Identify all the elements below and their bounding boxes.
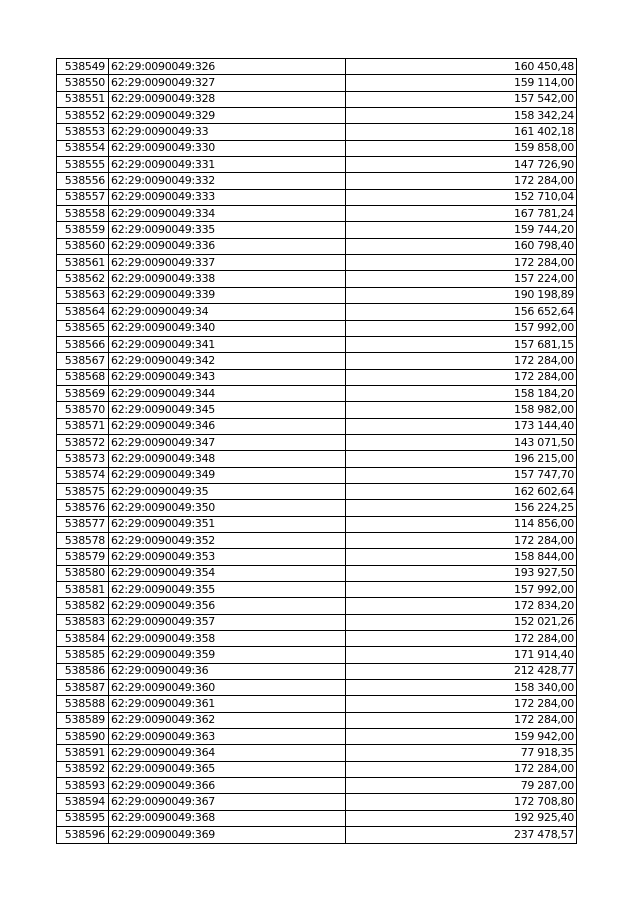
row-id-cell: 538573 xyxy=(57,451,109,467)
row-id-cell: 538564 xyxy=(57,304,109,320)
row-id-cell: 538592 xyxy=(57,761,109,777)
value-cell: 159 744,20 xyxy=(346,222,577,238)
table-row xyxy=(57,189,577,205)
row-id-cell: 538577 xyxy=(57,516,109,532)
row-id-cell: 538556 xyxy=(57,173,109,189)
value-cell: 172 708,80 xyxy=(346,794,577,810)
cadastral-number-cell: 62:29:0090049:359 xyxy=(109,647,346,663)
row-id-cell: 538596 xyxy=(57,827,109,843)
table-row xyxy=(57,729,577,745)
value-cell: 172 284,00 xyxy=(346,761,577,777)
value-cell: 158 340,00 xyxy=(346,680,577,696)
cadastral-number-cell: 62:29:0090049:336 xyxy=(109,238,346,254)
cadastral-number-cell: 62:29:0090049:366 xyxy=(109,778,346,794)
value-cell: 157 992,00 xyxy=(346,320,577,336)
row-id-cell: 538567 xyxy=(57,353,109,369)
table-row xyxy=(57,647,577,663)
cadastral-number-cell: 62:29:0090049:345 xyxy=(109,402,346,418)
row-id-cell: 538569 xyxy=(57,385,109,401)
table-row xyxy=(57,304,577,320)
value-cell: 77 918,35 xyxy=(346,745,577,761)
value-cell: 157 681,15 xyxy=(346,336,577,352)
cadastral-number-cell: 62:29:0090049:347 xyxy=(109,434,346,450)
table-row xyxy=(57,59,577,75)
value-cell: 172 834,20 xyxy=(346,598,577,614)
table-row xyxy=(57,402,577,418)
cadastral-number-cell: 62:29:0090049:330 xyxy=(109,140,346,156)
cadastral-number-cell: 62:29:0090049:335 xyxy=(109,222,346,238)
table-row xyxy=(57,140,577,156)
row-id-cell: 538582 xyxy=(57,598,109,614)
row-id-cell: 538588 xyxy=(57,696,109,712)
table-row xyxy=(57,173,577,189)
row-id-cell: 538576 xyxy=(57,500,109,516)
cadastral-number-cell: 62:29:0090049:355 xyxy=(109,582,346,598)
cadastral-number-cell: 62:29:0090049:329 xyxy=(109,108,346,124)
table-row xyxy=(57,271,577,287)
row-id-cell: 538593 xyxy=(57,778,109,794)
cadastral-number-cell: 62:29:0090049:36 xyxy=(109,663,346,679)
value-cell: 158 844,00 xyxy=(346,549,577,565)
value-cell: 156 652,64 xyxy=(346,304,577,320)
cadastral-number-cell: 62:29:0090049:351 xyxy=(109,516,346,532)
table-row xyxy=(57,467,577,483)
value-cell: 172 284,00 xyxy=(346,696,577,712)
table-row xyxy=(57,794,577,810)
table-row xyxy=(57,761,577,777)
value-cell: 161 402,18 xyxy=(346,124,577,140)
row-id-cell: 538591 xyxy=(57,745,109,761)
value-cell: 158 982,00 xyxy=(346,402,577,418)
row-id-cell: 538550 xyxy=(57,75,109,91)
value-cell: 79 287,00 xyxy=(346,778,577,794)
table-row xyxy=(57,827,577,843)
cadastral-number-cell: 62:29:0090049:369 xyxy=(109,827,346,843)
table-row xyxy=(57,532,577,548)
table-row xyxy=(57,451,577,467)
table-row xyxy=(57,255,577,271)
table-row xyxy=(57,483,577,499)
value-cell: 156 224,25 xyxy=(346,500,577,516)
row-id-cell: 538594 xyxy=(57,794,109,810)
table-row xyxy=(57,238,577,254)
value-cell: 157 542,00 xyxy=(346,91,577,107)
cadastral-number-cell: 62:29:0090049:332 xyxy=(109,173,346,189)
table-row xyxy=(57,418,577,434)
table-row xyxy=(57,500,577,516)
table-row xyxy=(57,206,577,222)
value-cell: 158 184,20 xyxy=(346,385,577,401)
row-id-cell: 538553 xyxy=(57,124,109,140)
row-id-cell: 538580 xyxy=(57,565,109,581)
row-id-cell: 538555 xyxy=(57,157,109,173)
row-id-cell: 538584 xyxy=(57,631,109,647)
value-cell: 193 927,50 xyxy=(346,565,577,581)
row-id-cell: 538565 xyxy=(57,320,109,336)
table-row xyxy=(57,434,577,450)
row-id-cell: 538551 xyxy=(57,91,109,107)
value-cell: 172 284,00 xyxy=(346,532,577,548)
value-cell: 162 602,64 xyxy=(346,483,577,499)
cadastral-number-cell: 62:29:0090049:34 xyxy=(109,304,346,320)
cadastral-number-cell: 62:29:0090049:358 xyxy=(109,631,346,647)
table-row xyxy=(57,696,577,712)
value-cell: 172 284,00 xyxy=(346,369,577,385)
row-id-cell: 538595 xyxy=(57,810,109,826)
row-id-cell: 538572 xyxy=(57,434,109,450)
cadastral-number-cell: 62:29:0090049:33 xyxy=(109,124,346,140)
value-cell: 196 215,00 xyxy=(346,451,577,467)
cadastral-number-cell: 62:29:0090049:327 xyxy=(109,75,346,91)
value-cell: 172 284,00 xyxy=(346,353,577,369)
cadastral-number-cell: 62:29:0090049:333 xyxy=(109,189,346,205)
table-row xyxy=(57,75,577,91)
row-id-cell: 538561 xyxy=(57,255,109,271)
value-cell: 173 144,40 xyxy=(346,418,577,434)
value-cell: 157 224,00 xyxy=(346,271,577,287)
row-id-cell: 538570 xyxy=(57,402,109,418)
row-id-cell: 538575 xyxy=(57,483,109,499)
table-row xyxy=(57,712,577,728)
row-id-cell: 538562 xyxy=(57,271,109,287)
value-cell: 237 478,57 xyxy=(346,827,577,843)
row-id-cell: 538554 xyxy=(57,140,109,156)
row-id-cell: 538583 xyxy=(57,614,109,630)
cadastral-number-cell: 62:29:0090049:331 xyxy=(109,157,346,173)
table-row xyxy=(57,549,577,565)
value-cell: 167 781,24 xyxy=(346,206,577,222)
table-row xyxy=(57,124,577,140)
table-body xyxy=(57,59,577,844)
value-cell: 212 428,77 xyxy=(346,663,577,679)
row-id-cell: 538574 xyxy=(57,467,109,483)
cadastral-number-cell: 62:29:0090049:357 xyxy=(109,614,346,630)
table-row xyxy=(57,287,577,303)
cadastral-number-cell: 62:29:0090049:338 xyxy=(109,271,346,287)
cadastral-number-cell: 62:29:0090049:350 xyxy=(109,500,346,516)
cadastral-number-cell: 62:29:0090049:364 xyxy=(109,745,346,761)
row-id-cell: 538560 xyxy=(57,238,109,254)
table-row xyxy=(57,614,577,630)
value-cell: 157 747,70 xyxy=(346,467,577,483)
row-id-cell: 538552 xyxy=(57,108,109,124)
value-cell: 192 925,40 xyxy=(346,810,577,826)
table-row xyxy=(57,353,577,369)
value-cell: 160 798,40 xyxy=(346,238,577,254)
value-cell: 158 342,24 xyxy=(346,108,577,124)
cadastral-number-cell: 62:29:0090049:367 xyxy=(109,794,346,810)
cadastral-number-cell: 62:29:0090049:368 xyxy=(109,810,346,826)
row-id-cell: 538579 xyxy=(57,549,109,565)
cadastral-number-cell: 62:29:0090049:361 xyxy=(109,696,346,712)
row-id-cell: 538568 xyxy=(57,369,109,385)
row-id-cell: 538587 xyxy=(57,680,109,696)
cadastral-number-cell: 62:29:0090049:352 xyxy=(109,532,346,548)
value-cell: 171 914,40 xyxy=(346,647,577,663)
cadastral-number-cell: 62:29:0090049:337 xyxy=(109,255,346,271)
table-row xyxy=(57,663,577,679)
value-cell: 160 450,48 xyxy=(346,59,577,75)
value-cell: 114 856,00 xyxy=(346,516,577,532)
row-id-cell: 538590 xyxy=(57,729,109,745)
cadastral-number-cell: 62:29:0090049:328 xyxy=(109,91,346,107)
value-cell: 157 992,00 xyxy=(346,582,577,598)
table-row xyxy=(57,565,577,581)
value-cell: 159 942,00 xyxy=(346,729,577,745)
value-cell: 143 071,50 xyxy=(346,434,577,450)
cadastral-number-cell: 62:29:0090049:348 xyxy=(109,451,346,467)
row-id-cell: 538566 xyxy=(57,336,109,352)
row-id-cell: 538571 xyxy=(57,418,109,434)
table-row xyxy=(57,810,577,826)
cadastral-number-cell: 62:29:0090049:363 xyxy=(109,729,346,745)
table-row xyxy=(57,598,577,614)
table-row xyxy=(57,745,577,761)
value-cell: 147 726,90 xyxy=(346,157,577,173)
row-id-cell: 538549 xyxy=(57,59,109,75)
table-row xyxy=(57,516,577,532)
cadastral-number-cell: 62:29:0090049:349 xyxy=(109,467,346,483)
value-cell: 172 284,00 xyxy=(346,712,577,728)
row-id-cell: 538585 xyxy=(57,647,109,663)
table-row xyxy=(57,631,577,647)
row-id-cell: 538558 xyxy=(57,206,109,222)
value-cell: 172 284,00 xyxy=(346,631,577,647)
table-row xyxy=(57,320,577,336)
value-cell: 172 284,00 xyxy=(346,173,577,189)
cadastral-number-cell: 62:29:0090049:362 xyxy=(109,712,346,728)
table-row xyxy=(57,336,577,352)
cadastral-number-cell: 62:29:0090049:360 xyxy=(109,680,346,696)
cadastral-number-cell: 62:29:0090049:342 xyxy=(109,353,346,369)
table-row xyxy=(57,680,577,696)
table-row xyxy=(57,91,577,107)
table-row xyxy=(57,369,577,385)
value-cell: 172 284,00 xyxy=(346,255,577,271)
table-row xyxy=(57,385,577,401)
cadastral-number-cell: 62:29:0090049:343 xyxy=(109,369,346,385)
table-row xyxy=(57,157,577,173)
row-id-cell: 538563 xyxy=(57,287,109,303)
row-id-cell: 538586 xyxy=(57,663,109,679)
cadastral-number-cell: 62:29:0090049:35 xyxy=(109,483,346,499)
table-row xyxy=(57,108,577,124)
cadastral-number-cell: 62:29:0090049:346 xyxy=(109,418,346,434)
cadastral-number-cell: 62:29:0090049:334 xyxy=(109,206,346,222)
value-cell: 152 710,04 xyxy=(346,189,577,205)
value-cell: 190 198,89 xyxy=(346,287,577,303)
table-row xyxy=(57,778,577,794)
cadastral-number-cell: 62:29:0090049:341 xyxy=(109,336,346,352)
cadastral-value-table xyxy=(56,58,577,844)
cadastral-number-cell: 62:29:0090049:339 xyxy=(109,287,346,303)
row-id-cell: 538559 xyxy=(57,222,109,238)
row-id-cell: 538557 xyxy=(57,189,109,205)
value-cell: 152 021,26 xyxy=(346,614,577,630)
cadastral-number-cell: 62:29:0090049:344 xyxy=(109,385,346,401)
row-id-cell: 538578 xyxy=(57,532,109,548)
cadastral-number-cell: 62:29:0090049:340 xyxy=(109,320,346,336)
cadastral-number-cell: 62:29:0090049:354 xyxy=(109,565,346,581)
cadastral-number-cell: 62:29:0090049:353 xyxy=(109,549,346,565)
table-row xyxy=(57,222,577,238)
cadastral-number-cell: 62:29:0090049:356 xyxy=(109,598,346,614)
cadastral-number-cell: 62:29:0090049:326 xyxy=(109,59,346,75)
cadastral-number-cell: 62:29:0090049:365 xyxy=(109,761,346,777)
row-id-cell: 538581 xyxy=(57,582,109,598)
value-cell: 159 858,00 xyxy=(346,140,577,156)
row-id-cell: 538589 xyxy=(57,712,109,728)
value-cell: 159 114,00 xyxy=(346,75,577,91)
table-row xyxy=(57,582,577,598)
